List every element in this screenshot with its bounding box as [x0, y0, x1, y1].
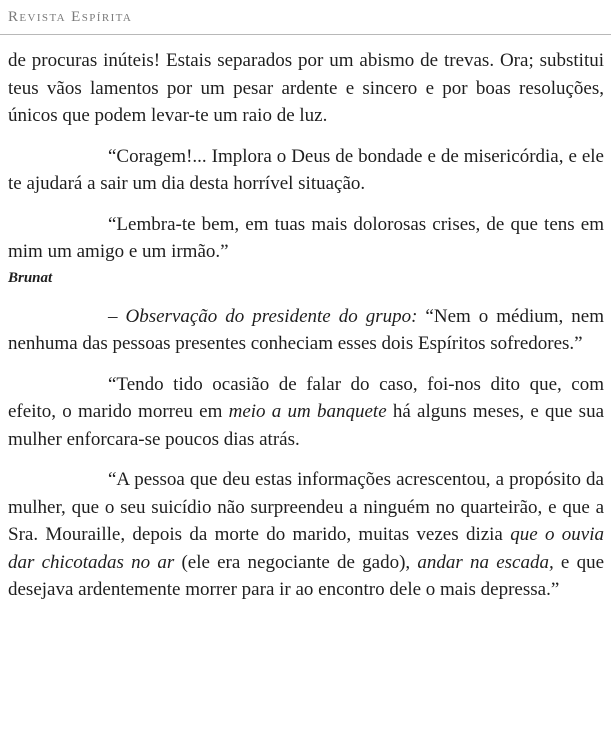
paragraph-2 [8, 143, 604, 198]
italic-segment: Observação do presidente do grupo: [125, 305, 418, 327]
text-segment: – [108, 305, 126, 327]
header-rule [0, 34, 611, 35]
text-segment: há alguns meses, e que sua mulher enforcara-se poucos dias atrás. [8, 401, 604, 450]
text-segment: “Nem o médium, nem nenhuma das pessoas presentes conheciam esses dois Espíritos sofredores.” [8, 305, 604, 354]
paragraph-6 [8, 466, 604, 604]
text-segment: “Lembra-te bem, em tuas mais dolorosas crises, de que tens em mim um amigo e um irmão.” [8, 213, 604, 262]
signature: Brunat [8, 269, 53, 286]
text-segment: (ele era negociante de gado), [174, 551, 418, 573]
text-segment: de procuras inúteis! Estais separados por um abismo de trevas. Ora; substitui teus vãos lamentos por um pesar ardente e sincero e por boas resoluções, únicos que podem levar-te um raio de luz. [8, 50, 604, 126]
paragraph-5 [8, 371, 604, 454]
italic-segment: andar na escada, [417, 551, 554, 573]
running-header: Revista Espírita [8, 9, 133, 25]
text-segment: “Tendo tido ocasião de falar do caso, foi-nos dito que, com efeito, o marido morreu em [8, 373, 604, 422]
paragraph-1 [8, 47, 604, 130]
document-body [8, 47, 604, 604]
italic-segment: meio a um banquete [228, 401, 387, 422]
text-segment: “Coragem!... Implora o Deus de bondade e de misericórdia, e ele te ajudará a sair um dia desta horrível situação. [8, 145, 604, 194]
text-segment: e que desejava ardentemente morrer para ir ao encontro dele o mais depressa.” [8, 551, 605, 600]
paragraph-3 [8, 211, 604, 266]
text-segment: “A pessoa que deu estas informações acrescentou, a propósito da mulher, que o seu suicídio não surpreendeu a ninguém no quarteirão, e que a Sra. Mouraille, depois da morte do marido, muitas vezes dizia [8, 469, 604, 545]
italic-segment: que o ouvia dar chicotadas no ar [8, 524, 604, 573]
paragraph-4 [8, 303, 604, 358]
